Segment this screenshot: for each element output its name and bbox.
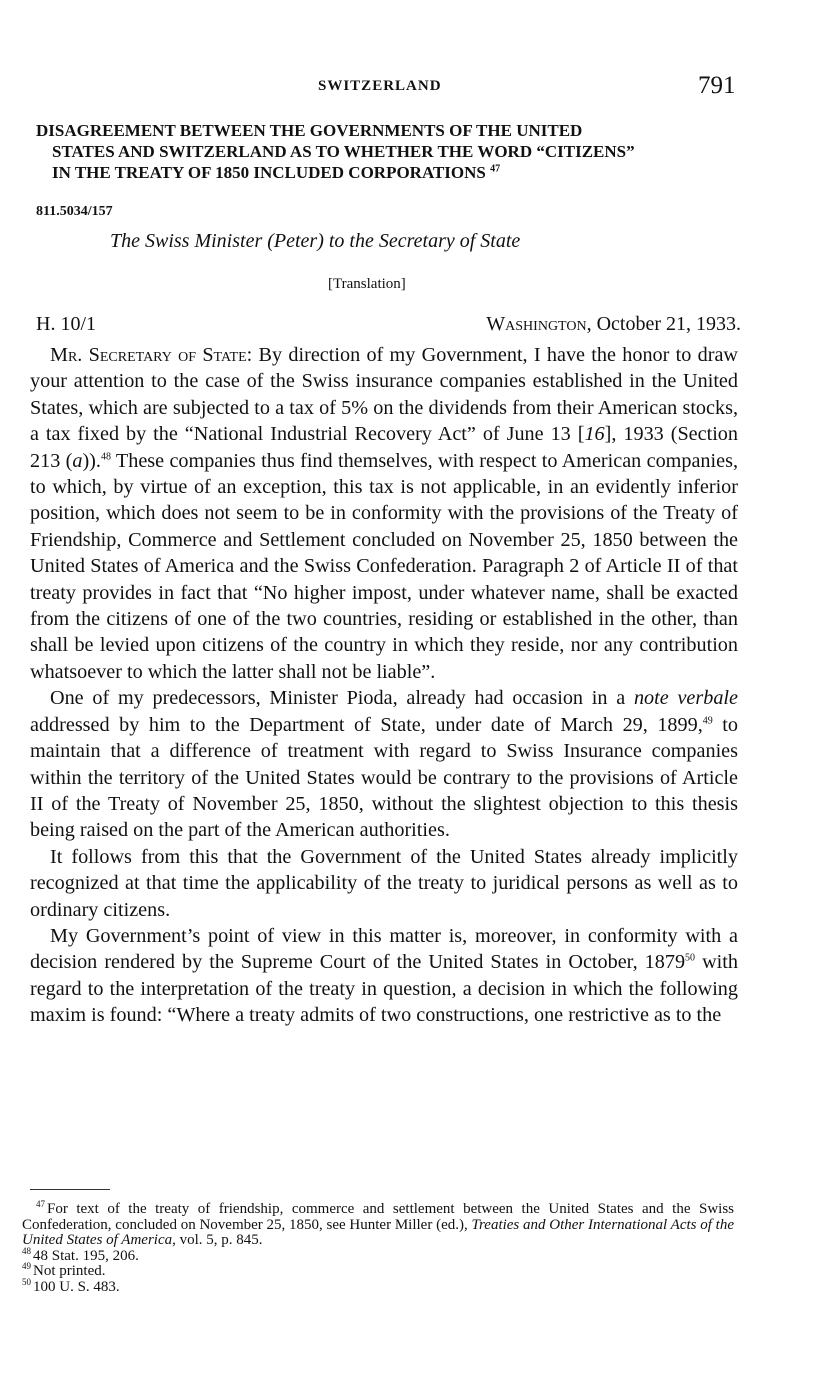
reference-line <box>36 313 741 339</box>
paragraph-2-text-b: addressed by him to the Department of State, under date of March 29, 1899, <box>30 713 703 736</box>
paragraph-2 <box>30 685 738 843</box>
footnote-48-text: 48 Stat. 195, 206. <box>33 1247 139 1264</box>
heading-line-2: STATES AND SWITZERLAND AS TO WHETHER THE WORD “CITIZENS” <box>52 142 635 161</box>
letter-body <box>30 342 738 1029</box>
place-date <box>486 313 741 336</box>
section-letter: a <box>72 449 83 472</box>
reference-code: H. 10/1 <box>36 313 96 335</box>
footnote-ref-48: 48 <box>100 450 111 462</box>
file-number: 811.5034/157 <box>36 204 113 219</box>
date: , October 21, 1933. <box>586 313 741 335</box>
running-header <box>0 74 838 104</box>
heading-line-1: DISAGREEMENT BETWEEN THE GOVERNMENTS OF THE UNITED <box>36 121 583 140</box>
paragraph-2-text-a: One of my predecessors, Minister Pioda, already had occasion in a <box>50 687 634 710</box>
paragraph-2-text-c: to maintain that a difference of treatment with regard to Swiss Insurance companies within the territory of the United States would be contrary to the provisions of Article II of the Treaty of November 25, 1850, without the slightest objection to this thesis being raised on the part of the American authorities. <box>30 713 739 842</box>
footnote-47-mark: 47 <box>36 1199 45 1209</box>
paragraph-4 <box>30 923 738 1029</box>
footnote-ref-50: 50 <box>685 952 696 964</box>
footnote-48-mark: 48 <box>22 1245 31 1256</box>
paragraph-3: It follows from this that the Government of the United States already implicitly recognized at that time the applicability of the treaty to juridical persons as well as to ordinary citizens. <box>30 845 738 921</box>
paragraph-4-text-b: with regard to the interpretation of the treaty in question, a decision in which the following maxim is found: “Where a treaty admits of two constructions, one restrictive as to the <box>30 951 738 1027</box>
footnote-49-mark: 49 <box>22 1261 31 1271</box>
footnote-47-text-a: For text of the treaty of friendship, commerce and settlement between the United States and the Swiss Confederation, concluded on November 25, 1850, see Hunter Miller (ed.), <box>22 1201 734 1233</box>
heading-footnote-ref: 47 <box>490 163 501 175</box>
footnote-50 <box>22 1276 734 1296</box>
footnote-49 <box>22 1261 734 1280</box>
document-title: The Swiss Minister (Peter) to the Secretary of State <box>110 230 521 252</box>
footnote-47 <box>22 1199 734 1249</box>
page-number: 791 <box>698 72 736 99</box>
date-correction: 16 <box>584 423 605 446</box>
paragraph-1-text-d: These companies thus find themselves, with respect to American companies, to which, by virtue of an exception, this tax is not applicable, in an evidently inferior position, which does not seem to be in conformity with the provisions of the Treaty of Friendship, Commerce and Settlement concluded on November 25, 1850 between the United States of America and the Swiss Confederation. Paragraph 2 of Article II of that treaty provides in fact that “No higher impost, under whatever name, shall be exacted from the citizens of one of the two countries, residing or established in the other, than shall be levied upon citizens of the country in which they reside, nor any contribution whatsoever to which the latter shall not be liable”. <box>30 449 738 683</box>
heading-line-3-text: IN THE TREATY OF 1850 INCLUDED CORPORATIONS <box>52 163 486 182</box>
note-verbale: note verbale <box>633 687 738 710</box>
footnote-48 <box>22 1245 734 1265</box>
footnote-ref-49: 49 <box>702 714 713 726</box>
footnote-divider <box>30 1189 110 1190</box>
paragraph-1-text-c: )). <box>82 449 101 472</box>
footnote-47-title: Treaties and Other International Acts of the United States of America <box>22 1216 734 1248</box>
paragraph-4-text-a: My Government’s point of view in this matter is, moreover, in conformity with a decision rendered by the Supreme Court of the United States in October, 1879 <box>30 924 738 974</box>
section-heading <box>36 120 746 183</box>
paragraph-1 <box>30 342 738 685</box>
footnote-47-text-b: , vol. 5, p. 845. <box>172 1232 263 1248</box>
paragraph-1-text-b: ], 1933 (Section 213 ( <box>30 423 738 472</box>
running-title: SWITZERLAND <box>318 78 442 94</box>
footnote-50-mark: 50 <box>22 1276 31 1287</box>
salutation: Mr. Secretary of State <box>50 344 247 366</box>
footnote-49-text: Not printed. <box>33 1263 106 1279</box>
paragraph-1-text-a: : By direction of my Government, I have the honor to draw your attention to the case of the Swiss insurance companies established in the United States, which are subjected to a tax of 5% on the dividends from their American stocks, a tax fixed by the “National Industrial Recovery Act” of June 13 [ <box>30 344 738 446</box>
translation-note: [Translation] <box>328 276 406 292</box>
heading-line-3 <box>36 162 746 183</box>
place: Washington <box>486 313 587 335</box>
footnote-50-text: 100 U. S. 483. <box>33 1278 120 1295</box>
footnotes <box>22 1199 734 1295</box>
